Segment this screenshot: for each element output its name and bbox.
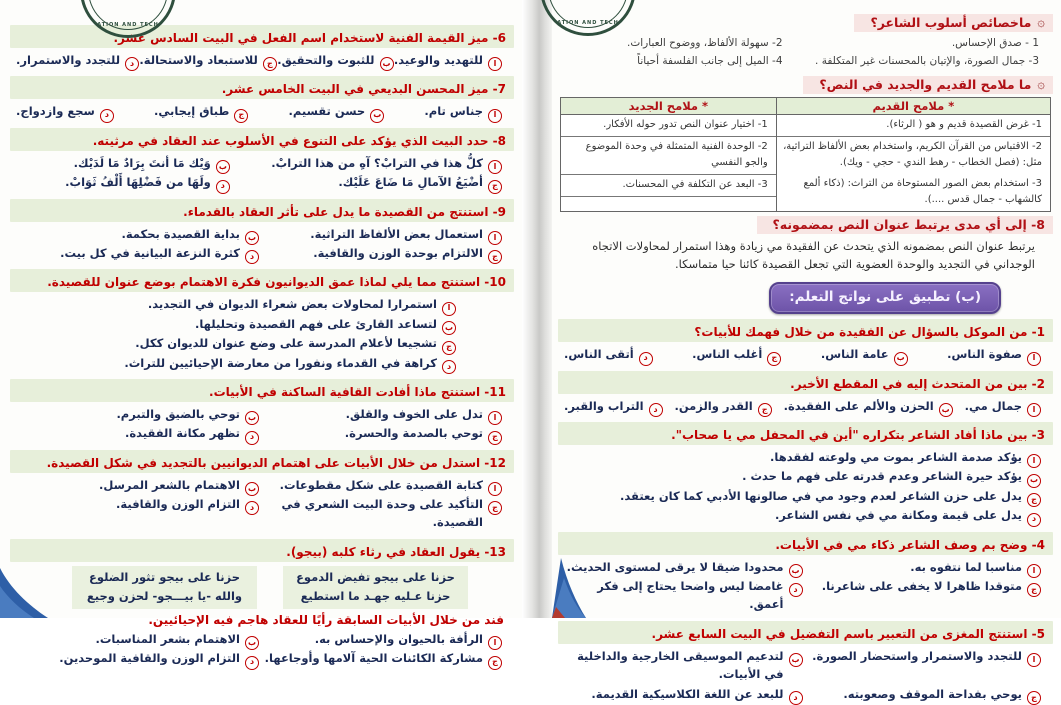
option-letter-badge: د	[649, 403, 663, 417]
answer-option	[564, 685, 803, 703]
option-letter-badge: د	[100, 109, 114, 123]
answer-option	[692, 345, 781, 363]
answer-option	[16, 649, 259, 667]
page-spine	[522, 0, 552, 618]
option-letter-badge: د	[125, 57, 139, 71]
option-letter-badge: د	[245, 656, 259, 670]
answer-option	[394, 51, 502, 69]
answer-option	[947, 345, 1041, 363]
option-text: مناسبا لما نتفوه به.	[910, 559, 1022, 574]
question-title: 10- استنتج مما يلي لماذا عمق الديوانيون فكرة الاهتمام بوضع عنوان للقصيدة.	[47, 275, 506, 290]
option-letter-badge: ج	[442, 341, 456, 355]
option-text: لتدعيم الموسيقى الخارجية والداخلية في الأبيات.	[577, 648, 784, 682]
poem-line: والله -يا بيـــجو- لحزن وجيع	[86, 589, 243, 604]
poem-column	[283, 566, 468, 609]
option-letter-badge: ج	[488, 656, 502, 670]
answer-option	[16, 405, 259, 423]
answer-option	[564, 345, 653, 363]
answer-option	[564, 506, 1041, 524]
options-group	[10, 222, 514, 265]
table-cell-old-item: 1- غرض القصيدة قديم و هو ( الرثاء).	[777, 115, 1050, 137]
option-letter-badge: ج	[488, 250, 502, 264]
question-header	[10, 379, 514, 402]
option-letter-badge: ب	[442, 321, 456, 335]
question-header	[10, 128, 514, 151]
page-left	[0, 0, 522, 667]
answer-option	[16, 225, 259, 243]
option-letter-badge: ا	[1027, 454, 1041, 468]
question-header	[558, 422, 1053, 445]
question-header	[757, 216, 1054, 234]
answer-option	[230, 173, 502, 191]
answer-option	[259, 225, 502, 243]
left-questions-container	[10, 25, 514, 670]
options-group	[558, 342, 1053, 365]
options-group	[558, 644, 1053, 705]
option-text: الاهتمام بالشعر المرسل.	[98, 477, 240, 492]
option-letter-badge: ب	[789, 653, 803, 667]
answer-option	[784, 397, 953, 415]
option-text: التزام الوزن والقافية.	[116, 497, 240, 512]
answer-option	[139, 51, 276, 69]
option-text: تدل على الخوف والقلق.	[345, 406, 483, 421]
option-text: كراهة في القدماء ونفورا من معارضة الإحيائيين للتراث.	[124, 355, 437, 370]
question-title: 4- وضح بم وصف الشاعر ذكاء مي في الأبيات.	[775, 537, 1045, 552]
question-title: 11- استنتج ماذا أفادت القافية الساكنة في الأبيات.	[209, 384, 506, 399]
table-cell-old-item: 3- استخدام بعض الصور المستوحاة من التراث: (ذكاء ألمع كالشهاب - جمال قدس ....).	[803, 177, 1042, 205]
answer-option	[154, 102, 248, 120]
option-text: تظهر مكانة الفقيدة.	[125, 426, 240, 441]
seal-text: ATION AND TECH	[557, 20, 619, 26]
option-text: توحي بالصدمة والحسرة.	[344, 426, 483, 441]
answer-option	[564, 487, 1041, 505]
option-text: للبعد عن اللغة الكلاسيكية القديمة.	[591, 686, 784, 701]
option-letter-badge: ب	[1027, 474, 1041, 488]
option-letter-badge: ج	[1027, 583, 1041, 597]
options-group	[558, 555, 1053, 616]
question-title: 2- بين من المتحدث إليه في المقطع الأخير.	[790, 376, 1045, 391]
options-group	[10, 99, 514, 122]
answer-option	[16, 173, 230, 191]
school-seal-logo	[540, 0, 636, 36]
question-title: 7- ميز المحسن البديعي في البيت الخامس عشر.	[221, 82, 506, 97]
section-title: ماخصائص أسلوب الشاعر؟	[870, 15, 1032, 30]
question-title: 12- استدل من خلال الأبيات على اهتمام الديوانيين بالتجديد في شكل القصيدة.	[46, 455, 506, 470]
option-letter-badge: ب	[245, 231, 259, 245]
answer-option	[16, 354, 456, 372]
option-letter-badge: ب	[939, 403, 953, 417]
option-text: للتهديد والوعيد.	[393, 53, 483, 67]
option-text: أتقى الناس.	[564, 347, 634, 362]
option-text: أضْيَعُ الآمالِ مَا ضَاعَ عَلَيْك.	[338, 175, 483, 190]
option-text: بداية القصيدة بحكمة.	[121, 226, 240, 241]
options-group	[10, 627, 514, 670]
option-text: للتجدد والاستمرار.	[16, 53, 121, 67]
answer-option	[259, 495, 502, 532]
option-text: يؤكد حيرة الشاعر وعدم قدرته على فهم ما حدث .	[742, 469, 1022, 484]
option-letter-badge: د	[245, 250, 259, 264]
option-text: لتساعد القارئ على فهم القصيدة وتحليلها.	[195, 316, 437, 331]
options-group	[558, 394, 1053, 417]
answer-option	[259, 649, 502, 667]
option-letter-badge: ا	[1027, 653, 1041, 667]
right-questions-container	[558, 319, 1053, 705]
answer-option	[16, 495, 259, 532]
option-text: الحزن والألم على الفقيدة.	[783, 398, 934, 413]
style-characteristic-item: 1 - صدق الإحساس.	[951, 37, 1039, 49]
option-letter-badge: ج	[234, 109, 248, 123]
question-title: 3- بين ماذا أفاد الشاعر بتكراره "أين في المحفل مي يا صحاب".	[671, 428, 1045, 443]
question-title: 8- حدد البيت الذي يؤكد على التنوع في الأسلوب عند العقاد في مرثيته.	[92, 133, 506, 148]
answer-option	[803, 577, 1042, 614]
option-letter-badge: ا	[1027, 352, 1041, 366]
table-cell-old-item: 2- الاقتباس من القرآن الكريم، واستخدام بعض الألفاظ التراثية، مثل: (فصل الخطاب - رهط الندي - حجي - ويك).	[783, 140, 1042, 168]
answer-option	[16, 102, 114, 120]
question-header	[558, 621, 1053, 644]
option-letter-badge: ا	[1027, 403, 1041, 417]
apply-learning-outcomes-button: (ب) تطبيق على نواتج التعلم:	[769, 282, 1001, 314]
option-text: للثبوت والتحقيق.	[277, 53, 375, 67]
question-header	[10, 199, 514, 222]
option-text: جناس تام.	[424, 104, 483, 119]
options-group	[10, 402, 514, 445]
option-letter-badge: د	[789, 691, 803, 705]
table-header-new: * ملامح الجديد	[561, 98, 776, 115]
option-text: للتجدد والاستمرار واستحضار الصورة.	[812, 648, 1022, 663]
option-letter-badge: ج	[488, 180, 502, 194]
page-right	[552, 0, 1061, 702]
answer-option	[259, 424, 502, 442]
answer-option	[259, 630, 502, 648]
question-header	[558, 532, 1053, 555]
question-title: 9- استنتج من القصيدة ما يدل على تأثر العقاد بالقدماء.	[183, 204, 506, 219]
option-letter-badge: ا	[488, 636, 502, 650]
option-text: كثرة النزعة البيانية في كل بيت.	[60, 245, 240, 260]
question-title: 5- استنتج المغزى من التعبير باسم التفضيل في البيت السابع عشر.	[651, 626, 1045, 641]
answer-option	[259, 244, 502, 262]
option-text: يدل على حزن الشاعر لعدم وجود مي في صالونها الأدبي كما كان يعتقد.	[620, 488, 1022, 503]
option-letter-badge: ب	[789, 564, 803, 578]
question-title: 8- إلى أي مدى يرتبط عنوان النص بمضمونه؟	[772, 216, 1045, 232]
option-letter-badge: د	[216, 180, 230, 194]
answer-option	[803, 685, 1042, 703]
option-letter-badge: ج	[488, 431, 502, 445]
option-letter-badge: ا	[442, 302, 456, 316]
answer-option	[259, 476, 502, 494]
option-text: التأكيد على وحدة البيت الشعري في القصيدة.	[281, 497, 483, 530]
option-text: تشجيعا لأعلام المدرسة على وضع عنوان للديوان ككل.	[135, 336, 437, 351]
style-characteristics-list	[558, 32, 1053, 72]
answer-option	[564, 467, 1041, 485]
option-letter-badge: ب	[245, 636, 259, 650]
style-characteristic-item: 2- سهولة الألفاظ، ووضوح العبارات.	[627, 37, 783, 49]
option-text: محدودا ضيقا لا يرقى لمستوى الحديث.	[566, 559, 784, 574]
option-text: سجع وازدواج.	[16, 104, 95, 119]
option-letter-badge: ا	[488, 160, 502, 174]
option-text: الرأفة بالحيوان والإحساس به.	[314, 631, 483, 646]
option-text: وَيْك مَا أنتَ بِرَادٌ مَا لَدَيْك.	[73, 155, 211, 170]
question-header	[10, 76, 514, 99]
table-header-old: * ملامح القديم	[777, 98, 1050, 115]
ornament-icon: ۞	[1037, 76, 1045, 92]
option-letter-badge: ا	[488, 482, 502, 496]
option-letter-badge: ب	[245, 482, 259, 496]
answer-option	[564, 577, 803, 614]
question-title: 1- من الموكل بالسؤال عن الفقيدة من خلال فهمك للأبيات؟	[694, 325, 1045, 340]
option-text: استمرارا لمحاولات بعض شعراء الديوان في التجديد.	[147, 297, 437, 312]
answer-option	[821, 345, 908, 363]
option-letter-badge: ا	[488, 231, 502, 245]
option-letter-badge: ب	[894, 352, 908, 366]
option-text: استعمال بعض الألفاظ التراثية.	[310, 226, 483, 241]
option-letter-badge: ب	[370, 109, 384, 123]
option-text: طباق إيجابي.	[154, 104, 230, 119]
answer-option	[564, 558, 803, 576]
option-text: يوحي بفداحة الموقف وصعوبته.	[843, 686, 1022, 701]
option-letter-badge: ج	[263, 57, 277, 71]
option-letter-badge: ا	[488, 109, 502, 123]
option-text: عامة الناس.	[820, 347, 889, 362]
answer-option	[965, 397, 1041, 415]
options-group	[10, 151, 514, 194]
table-cell-new-item: 3- البعد عن التكلفة في المحسنات.	[561, 175, 776, 197]
question-title: 6- ميز القيمة الفنية لاستخدام اسم الفعل في البيت السادس عشر.	[113, 31, 506, 45]
question-header	[10, 539, 514, 562]
question-header	[558, 371, 1053, 394]
options-group	[10, 292, 514, 374]
question-header	[10, 25, 514, 48]
option-text: للاستبعاد والاستحالة.	[139, 53, 258, 67]
features-table	[560, 97, 1051, 212]
answer-option	[16, 334, 456, 352]
answer-option	[289, 102, 385, 120]
section-header-features	[803, 76, 1053, 94]
answer-option	[277, 51, 393, 69]
option-text: غامضا ليس واضحا يحتاج إلى فكر أعمق.	[597, 579, 784, 612]
table-column-old-features	[776, 98, 1050, 211]
question-header	[10, 450, 514, 473]
section-title: ما ملامح القديم والجديد في النص؟	[819, 76, 1032, 92]
answer-option	[16, 315, 456, 333]
option-text: صفوة الناس.	[947, 347, 1022, 362]
answer-option	[564, 647, 803, 684]
answer-option	[16, 154, 230, 172]
option-letter-badge: ب	[216, 160, 230, 174]
page-curl-decoration	[552, 552, 586, 618]
option-text: حسن تقسيم.	[288, 104, 366, 119]
table-cell-new-item: 1- اختيار عنوان النص تدور حوله الأفكار.	[561, 115, 776, 137]
option-letter-badge: ج	[767, 352, 781, 366]
option-letter-badge: ا	[1027, 564, 1041, 578]
option-text: مشاركة الكائنات الحية آلامها وأوجاعها.	[264, 651, 483, 666]
answer-option	[16, 630, 259, 648]
page-curl-decoration	[0, 556, 48, 618]
option-letter-badge: ج	[1027, 691, 1041, 705]
option-text: القدر والزمن.	[674, 398, 753, 413]
option-letter-badge: ا	[488, 411, 502, 425]
option-text: التزام الوزن والقافية الموحدين.	[59, 651, 240, 666]
option-letter-badge: د	[789, 583, 803, 597]
answer-option	[564, 397, 663, 415]
answer-option	[424, 102, 502, 120]
poem-line: حزنا عـليه جهـد ما استطيع	[300, 589, 451, 604]
question-header	[558, 319, 1053, 342]
option-text: يدل على قيمة ومكانة مي في نفس الشاعر.	[774, 508, 1022, 523]
answer-option	[803, 647, 1042, 684]
answer-option	[564, 448, 1041, 466]
answer-option	[16, 244, 259, 262]
seal-text: ATION AND TECH	[97, 22, 159, 28]
poem-verses	[72, 566, 468, 609]
option-letter-badge: ب	[245, 411, 259, 425]
section-header-style	[854, 14, 1053, 32]
answer-option	[230, 154, 502, 172]
option-text: ولَهَا من فَضْلِهَا أَلْفُ ثَوَابْ.	[65, 175, 211, 190]
option-text: كتابة القصيدة على شكل مقطوعات.	[279, 477, 483, 492]
poem-line: حزنا على بيجو تفيض الدموع	[296, 569, 455, 584]
option-letter-badge: د	[639, 352, 653, 366]
answer-option	[16, 476, 259, 494]
option-letter-badge: ا	[488, 57, 502, 71]
option-text: الاهتمام بشعر المناسبات.	[95, 631, 240, 646]
option-letter-badge: ج	[758, 403, 772, 417]
answer-option	[16, 51, 139, 69]
option-letter-badge: ج	[488, 501, 502, 515]
option-text: جمال مي.	[964, 398, 1022, 413]
answer-option	[803, 558, 1042, 576]
option-text: الالتزام بوحدة الوزن والقافية.	[313, 245, 483, 260]
model-answer-paragraph: يرتبط عنوان النص بمضمونه الذي يتحدث عن الفقيدة مي زيادة وهذا استمرار لمحاولات الاتجاه الوجداني في التجديد والوحدة العضوية التي تجعل القصيدة كائنا حيا متماسكا.	[592, 238, 1035, 271]
option-text: كلُّ هذا في الترابْ؟ آهِ من هذا الترابْ.	[271, 155, 483, 170]
answer-option	[674, 397, 771, 415]
option-letter-badge: ج	[1027, 493, 1041, 507]
options-group	[10, 473, 514, 534]
answer-option	[259, 405, 502, 423]
options-group	[10, 48, 514, 71]
option-letter-badge: د	[245, 431, 259, 445]
question-title: 13- يقول العقاد في رثاء كلبه (بيجو).	[286, 544, 506, 559]
style-characteristic-item: 3- جمال الصورة، والإتيان بالمحسنات غير المتكلفة .	[815, 55, 1039, 68]
poem-column	[72, 566, 257, 609]
option-text: يؤكد صدمة الشاعر بموت مي ولوعته لفقدها.	[770, 450, 1022, 465]
option-text: متوقدا ظاهرا لا يخفى على شاعرنا.	[821, 579, 1022, 594]
option-letter-badge: د	[442, 360, 456, 374]
table-column-new-features	[561, 98, 776, 211]
option-letter-badge: ب	[380, 57, 394, 71]
poem-line: حزنا على بيجو تثور الضلوع	[89, 569, 240, 584]
ornament-icon: ۞	[1037, 15, 1045, 30]
option-letter-badge: د	[245, 501, 259, 515]
question-prompt: فند من خلال الأبيات السابقة رأيًا للعقاد هاجم فيه الإحيائيين.	[148, 612, 504, 627]
answer-option	[16, 424, 259, 442]
style-characteristic-item: 4- الميل إلى جانب الفلسفة أحياناً	[637, 55, 783, 68]
option-text: أغلب الناس.	[692, 347, 763, 362]
table-cell-new-item: 2- الوحدة الفنية المتمثلة في وحدة الموضوع والجو النفسي	[561, 137, 776, 175]
options-group	[558, 445, 1053, 527]
option-letter-badge: د	[1027, 513, 1041, 527]
option-text: التراب والقبر.	[564, 398, 644, 413]
answer-option	[16, 295, 456, 313]
question-header	[10, 269, 514, 292]
option-text: توحي بالضيق والتبرم.	[116, 406, 240, 421]
